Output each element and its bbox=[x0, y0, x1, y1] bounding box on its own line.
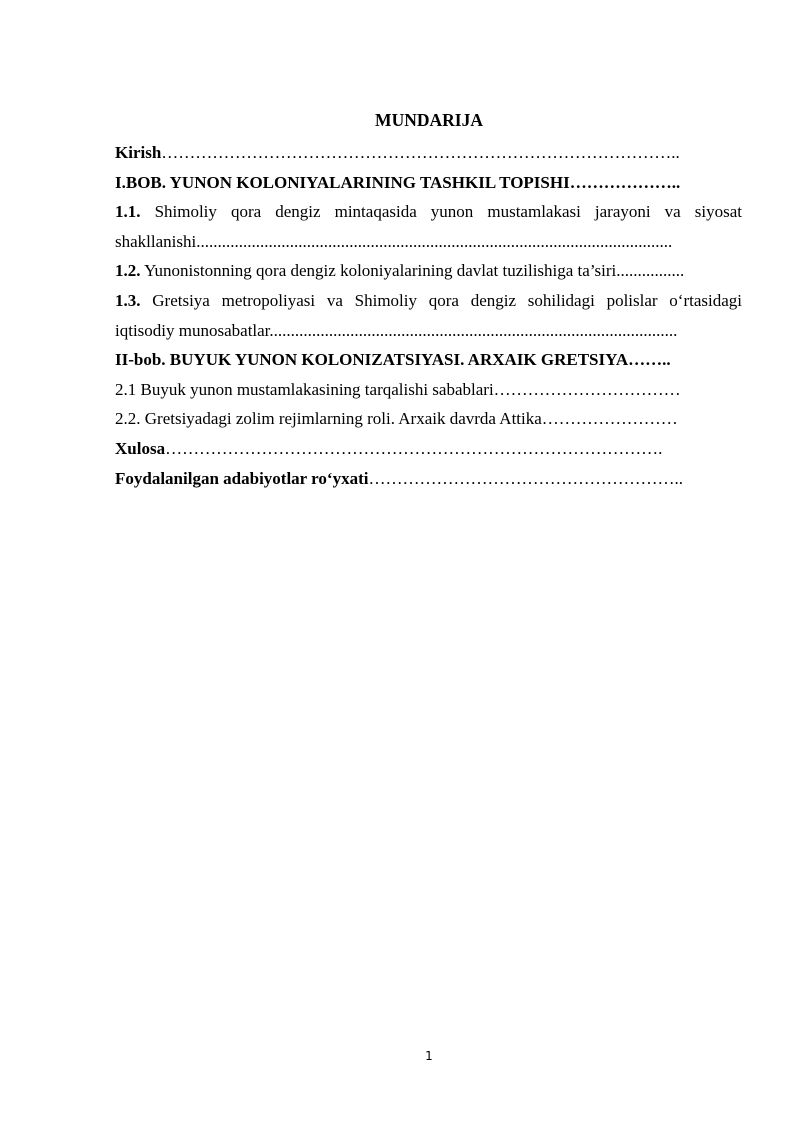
toc-entry-text: Gretsiya metropoliyasi va Shimoliy qora dengiz sohilidagi polislar o‘rtasidagi bbox=[152, 290, 743, 310]
toc-entry-number: 1.1. bbox=[115, 202, 141, 222]
toc-entry-line: iqtisodiy munosabatlar................................................................................................ bbox=[115, 320, 678, 340]
toc-entry-leader: ……………….. bbox=[569, 172, 681, 192]
toc-entry-adabiyotlar[interactable] bbox=[115, 464, 742, 494]
toc-entry-bob2[interactable]: II-bob. BUYUK YUNON KOLONIZATSIYASI. ARXAIK GRETSIYA…….. bbox=[115, 350, 671, 370]
toc-entry-2-1[interactable]: 2.1 Buyuk yunon mustamlakasining tarqalishi sabablari…………………………… bbox=[115, 379, 681, 399]
toc-entry-bob1[interactable] bbox=[115, 168, 742, 198]
toc-entry-leader: ……………………………………………………………………………….. bbox=[161, 143, 680, 162]
toc-entry-leader: ……………………………………………….. bbox=[368, 468, 683, 488]
toc-entry-2-2[interactable]: 2.2. Gretsiyadagi zolim rejimlarning roli. Arxaik davrda Attika…………………… bbox=[115, 409, 678, 429]
toc-entry-label: I.BOB. YUNON KOLONIYALARINING TASHKIL TOPISHI bbox=[115, 172, 570, 192]
toc-entry-text: Yunonistonning qora dengiz koloniyalarining davlat tuzilishiga ta’siri................ bbox=[144, 261, 685, 281]
toc-entry-1-2[interactable] bbox=[115, 256, 742, 286]
toc-entry-line bbox=[115, 286, 742, 316]
toc-entry-label: Xulosa bbox=[115, 438, 166, 458]
toc-entry-number: 1.2. bbox=[115, 261, 141, 281]
toc-entry-line bbox=[115, 197, 742, 227]
toc-entry-label: Kirish bbox=[115, 143, 162, 162]
toc-entry-label: Foydalanilgan adabiyotlar ro‘yxati bbox=[115, 468, 369, 488]
toc-entry-number: 1.3. bbox=[115, 290, 141, 310]
toc-entry-text: Shimoliy qora dengiz mintaqasida yunon mustamlakasi jarayoni va siyosat bbox=[154, 202, 742, 222]
toc-entry-1-3[interactable] bbox=[115, 286, 742, 345]
toc-entry-xulosa[interactable] bbox=[115, 434, 742, 464]
page-number: 1 bbox=[425, 1049, 433, 1063]
toc-title: MUNDARIJA bbox=[375, 110, 483, 130]
toc-entry-1-1[interactable] bbox=[115, 197, 742, 256]
toc-entry-line: shakllanishi................................................................................................................ bbox=[115, 231, 673, 251]
toc-entry-leader: ……………………………………………………………………………. bbox=[165, 438, 663, 458]
table-of-contents bbox=[115, 138, 742, 493]
toc-entry-kirish[interactable] bbox=[115, 138, 742, 168]
